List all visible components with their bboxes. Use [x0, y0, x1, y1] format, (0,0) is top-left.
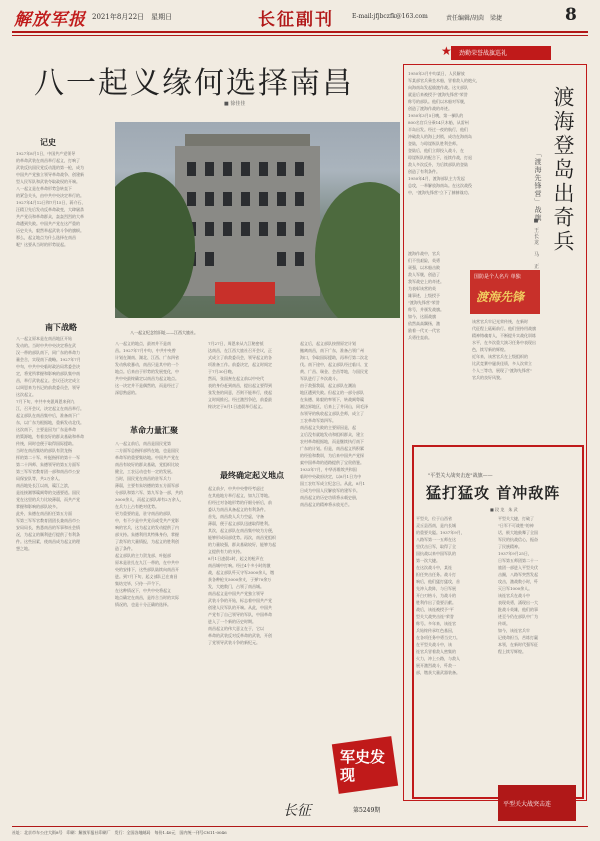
issue-number: 第5249期 [353, 807, 381, 814]
main-article-byline: ■ 徐佳佳 [224, 101, 246, 107]
second-text-col2: 平型关大捷，打破了 "日军不可战胜"的神 话，极大地鼓舞了全国 军民的抗战信心，振奋 了民族精神。 1937年9月25日， 日军第五师团第二十一 旅团一部进入平型关伏 击圈，八路军突然发起 攻击，激战数小时，歼 灭日军1000余人。 该连官兵在战斗中 表现英勇，涌现出一大 批战斗英雄，他们的事 迹至今仍在部队中广为 传颂。 如今，该连官兵牢 记使命担当，苦练打赢 本领，在新时代强军征 程上续写辉煌。 [498, 516, 538, 654]
promo-top-text: 国防是个人名片 单独 [474, 274, 521, 280]
body-text-col2: 八一起义前后，南昌是国民党第 二方面军总指挥部所在地，也是国民 革命军的重要集结地。中国共产党在 南昌有较好的群众基础，党组织比较 健全，工农运动也有一定的发展。 当时，国民党在南昌的驻军兵力 薄弱，主要有朱培德的第五方面军部 分部队和第六军、第九军各一部，共约 3000余人，而起义部队却有2万余人， 在兵力上占有绝对优势。 更为重要的是，驻守南昌的部队 中，有不少是中共党员或受共产党影 响的官兵，这为起义的发动提供了内 部支持。朱德利用其特殊身份，掌握 了敌军的大量情报，为起义的胜利创 造了条件。 起义部队的主力贺龙部、叶挺部 原本是驻扎在九江一带的，在中共中 央的安排下，这些部队陆续向南昌开 进。到7月下旬，起义部队已在南昌 集结完毕，只待一声令下。 在这种情况下，中共中央将起义 地点确定在南昌，是符合当时的实际 情况的，也是十分正确的选择。 [115, 441, 184, 607]
right-feature-byline: ■ 王长龙 马 正 [533, 218, 539, 270]
body-text-col1b: 八一起义原本是在南昌地区开始 发动的。当时中共中央决定将在武 汉一带的部队南下，同广东的革命力 量会合，实现南下战略。1927年7月 中旬，中共中央临时政治局常委会决 定，将党所掌握和影响的部队集中南 昌，举行武装起义。会议还决定成立 以周恩来为书记的前敌委员会，领导 这次起义。 7月下旬，中共中央派周恩来到九 江，召开会议，决定起义在南昌举行。 起义部队在南昌集中后，准备南下广 东，以广东为根据地，重新发动北伐。 这次南下，主要是因为广东是革命 的策源地，有着良好的群众基础和革命 传统，同时也便于取得国际援助。 当时在南昌集结的部队有贺龙指 挥的第二十军、叶挺指挥的第十一军 第二十四师、朱德领导的第五方面军 第三军军官教育团一部和南昌市公安 局保安队等，共2万余人。 南昌地处长江以南，赣江之滨， 是连接湘鄂赣闽粤的交通要道。国民 党在这里的兵力比较薄弱，而共产党 掌握和影响的部队较多。 此外，朱德在南昌担任第五方面 军第三军军官教育团团长兼南昌市公 安局局长，熟悉南昌的军事和社会情 况，为起义的顺利进行提供了有利条 件。这些因素，使南昌成为起义的理 想之地。 [16, 336, 84, 551]
longzheng-signature: 长征 [283, 803, 311, 819]
star-icon: ★ [441, 44, 452, 58]
body-text-col3-top: 7月27日，周恩来从九江秘密抵 达南昌，在江西大旅社召开会议，正 式成立了前敌委员会，领导起义的各 项准备工作。前委决定，起义时间定 于7月30日晚。 然而，张国焘在起义前以中央代 表的身份赶到南昌，提出起义要得到 张发奎的同意，否则不能举行，使起 义时间推迟。经过激烈争论，前委最 终决定于8月1日凌晨举行起义。 [208, 341, 272, 409]
promo-badge [470, 270, 540, 314]
second-feature-byline: ■ 段 龙 朱 武 [490, 507, 518, 512]
second-text-col1: 平型关，位于山西省 灵丘县西南，是内长城 的重要关隘。1937年9月， 八路军第一一五师在这 里伏击日军，取得了全 国抗战以来中国军队的 第一次大捷。 在这次战斗中，某连 担任突击任务。战斗打 响后，他们猛打猛攻，首 先冲入敌阵，与日军展 开白刃格斗，为战斗的 胜利作出了重要贡献。 战后，该连被授予"平 型关大战突击连"荣誉 称号。多年来，该连官 兵始终传承红色基因， 在各项任务中勇当尖刀。 在平型关战斗中，该 连官兵冒着敌人密集的 火力，冲上公路，与敌人 展开激烈战斗，歼敌一 部，缴获大量武器装备。 [416, 516, 465, 675]
second-feature-title: 猛打猛攻 首冲敌阵 [426, 484, 561, 502]
body-text-col1: 1927年8月1日，中国共产党领导 的革命武装在南昌举行起义，打响了 武装反抗国民党反动派的第一枪，成为 中国共产党独立领导革命战争、创建新 型人民军队和武装夺取政权的开端。 八一起义是在革命形势急转直下 的紧急关头，由中共中央决定举行的。 1927年4月12日和7月15日，蒋介石、 汪精卫先后发动反革命政变，大肆屠杀 共产党员和革命群众，轰轰烈烈的大革 命遭到失败。中国共产党在这严重的 历史关头，毅然举起武装斗争的旗帜。 那么，起义地点为什么选择在南昌 呢？这要从当时的形势说起。 [16, 151, 86, 247]
right-feature-title: 渡海登岛出奇兵 [551, 86, 575, 254]
body-text-col3: 起义前夕，中共中央曾经考虑过 在其他地方举行起义，如九江等地。 但经过对各地形势的仔细分析后，前 委认为南昌具备起义的有利条件。 首先，南昌敌人兵力空虚，守备 薄弱，便于起义部队迅速取得胜利。 其次，起义部队在南昌集中较为方便， 能够形成局部优势。再次，南昌党组织 的力量较强，群众基础较好，能够为起 义提供有力的支持。 8月1日凌晨2时，起义的枪声在 南昌城中打响。经过4个多小时的激 战，起义部队歼灭守军3000余人，缴 获各种枪支5000余支，子弹70余万 发，大炮数门，占领了南昌城。 南昌起义是中国共产党独立领导 武装斗争的开始，标志着中国共产党 创建人民军队的开端。从此，中国共 产党有了自己领导的军队，中国革命 进入了一个新的历史时期。 南昌起义的伟大意义在于，它以 革命的武装反对反革命的武装，开创 了党领导武装斗争的新纪元。 [208, 486, 276, 645]
main-article-title: 八一起义缘何选择南昌 [34, 66, 354, 101]
issue-date: 2021年8月22日 星期日 [92, 13, 173, 21]
right-text-top: 1950年3月中旬某日，人民解放 军某部官兵乘坐木船，冒着敌人的炮火， 向海南岛发起偷渡作战。这支部队 就是后来被授予"渡海先锋营"荣誉 称号的部队。他们以木船对军舰， 创造了渡海作战的奇迹。 1950年3月5日晚，第一梯队的 800名官兵分乘14只木船，从雷州 半岛出发。经过一夜的航行，他们 冲破敌人的海上封锁，成功在海南岛 登陆，与琼崖纵队胜利会师。 登陆后，他们立即投入战斗，在 琼崖纵队的配合下，连续作战，打退 敌人多次反扑，为后续部队的登陆 创造了有利条件。 1950年4月，渡海部队主力发起 总攻，一举解放海南岛。在这次战役 中，"渡海先锋营"立下了赫赫战功。 [408, 71, 480, 195]
right-text-mid-right: 该营官兵牢记光荣传统，在新时 代征程上砥砺前行。他们坚持用战旗 精神铸魂育人，不断提升实战化训练 水平，在多次重大演习任务中表现出 色，续写新的辉煌。 近年来，该营官兵在上级组织的 比武竞赛中屡获佳绩，多人次荣立 个人三等功，展现了"渡海先锋营" 官兵的良好风貌。 [472, 319, 536, 380]
junshi-stamp-text: 军史发现 [340, 748, 386, 784]
main-photo [115, 122, 400, 318]
page-number: 8 [565, 5, 577, 25]
right-banner-text: 劲勤荣誉战旗巡礼 [459, 50, 508, 57]
second-series: "平型关大战突击连"战旗—— [428, 473, 493, 479]
header-rule [12, 31, 588, 33]
right-banner [451, 46, 551, 60]
footer-text: 社址：北京市车公庄大街8号 印刷：解放军报社印刷厂 发行：全国各地邮局 每份1.40元 国内统一刊号CN11-0046 [12, 830, 227, 835]
newspaper-logo: 解放军报 [14, 10, 86, 30]
right-series-title: 「渡海先锋营」战旗 [534, 150, 542, 222]
section-heading-geming: 革命力量汇聚 [130, 425, 178, 435]
section-heading-zuizhong: 最终确定起义地点 [220, 470, 284, 480]
section-title: 长征副刊 [258, 10, 334, 30]
promo-title: 渡海先锋 [476, 290, 525, 304]
section-heading-nanxia: 南下战略 [45, 322, 77, 332]
editors: 责任编辑/胡茵 梁捷 [446, 15, 503, 22]
book-label: 平型关大战突击连 [503, 801, 552, 808]
section-email: E-mail:jfjbczfk@163.com [352, 13, 428, 20]
book-image [498, 785, 576, 821]
photo-caption: 八一起义纪念馆旧址——江西大旅社。 [130, 330, 198, 335]
body-text-col2-top: 八一起义的地点，最初并不是南 昌。1927年7月中旬，中共中央曾 计划在湖南、湖北、江西、广东四省 发动秋收暴动，南昌只是其中的一个 地点。后来由于形势的发展变化，中 共中央最终确定以南昌为起义地点。 这一决定并不是偶然的，而是经过了 深思熟虑的。 [115, 341, 179, 395]
right-text-mid-left: 渡海作战中，官兵 们不畏艰险，英勇 顽强，以木船击败 敌人军舰，创造了 我军战史上的奇迹。 为表彰该营的英 雄事迹，上级授予 "渡海先锋营"荣誉 称号，并颁发战旗。 如今，这面战旗 依然高高飘扬，激 励着一代又一代官 兵勇往直前。 [408, 251, 444, 340]
footer-rule [12, 826, 588, 827]
section-heading-jishi: 记史 [40, 137, 56, 147]
body-text-col4: 起义后，起义部队按照原定计划 撤离南昌，南下广东，准备占领广州 海口，争取国际援助，再举行第二次北 伐。南下途中，起义部队经过临川、宜 黄、广昌、瑞金、会昌等地，与国民党 军队进行了多次战斗。 由于敌强我弱，起义部队在潮汕 地区遭到失败。但起义的一部分部队 在朱德、陈毅的率领下，转战闽粤赣 湘边界地区，后来上了井冈山，同毛泽 东领导的秋收起义部队会师，成立了 工农革命军第四军。 南昌起义失败的主要原因是，起 义后没有就地发动和组织群众，建立 农村革命根据地，而是继续执行南下 广东的计划。但是，南昌起义所积累 的经验和教训，为后来中国共产党探 索中国革命的道路提供了宝贵借鉴。 1933年7月，中华苏维埃共和国 临时中央政府决定，以8月1日为中 国工农红军成立纪念日。从此，8月1 日成为中国人民解放军的建军节。 南昌起义的历史功绩将永载史册， 南昌起义的精神将永放光芒。 [300, 341, 368, 507]
header-rule-thin [12, 35, 588, 36]
